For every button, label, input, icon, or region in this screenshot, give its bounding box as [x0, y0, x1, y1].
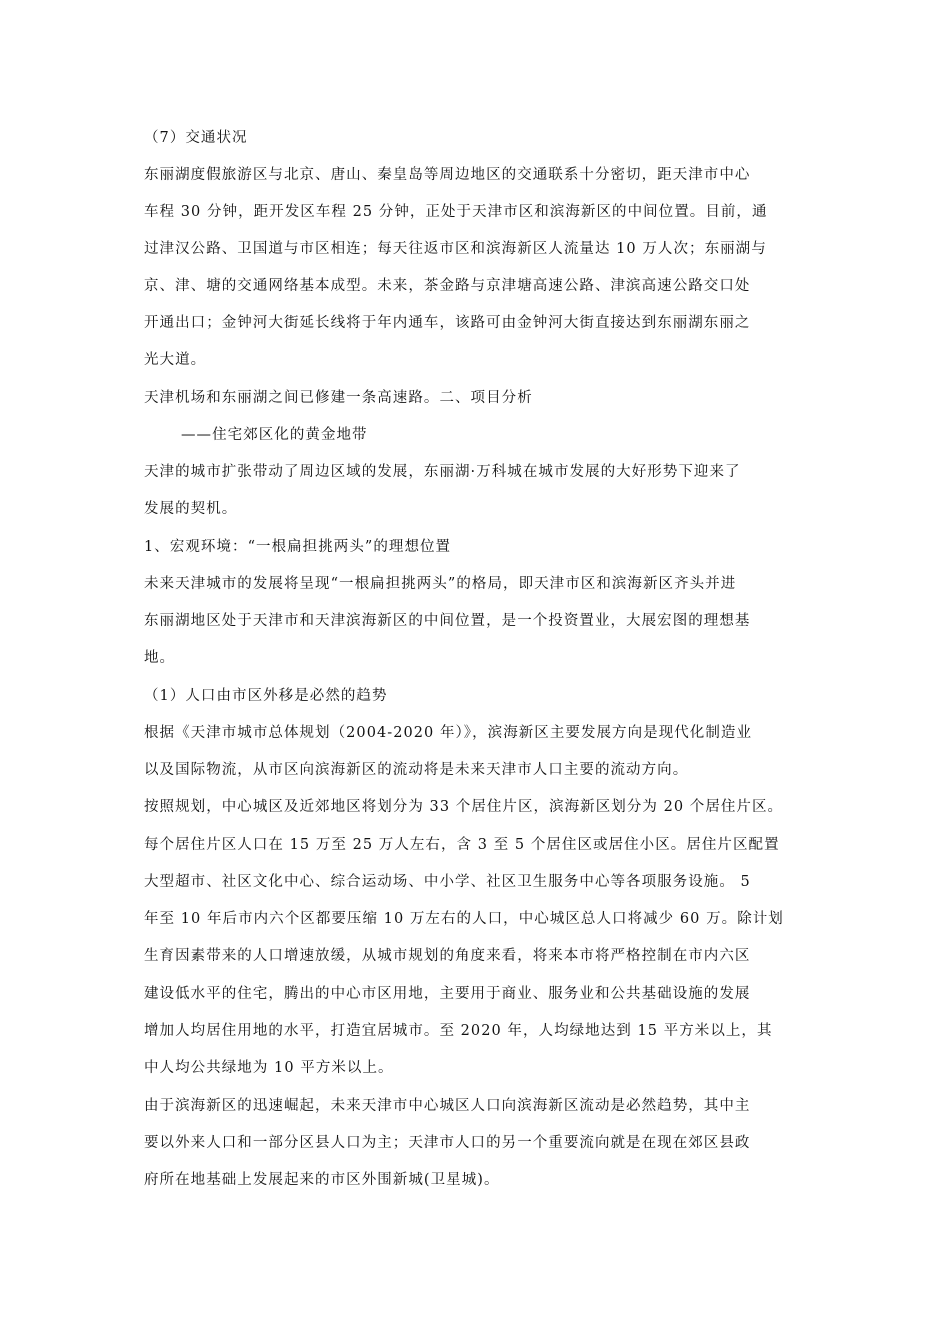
paragraph-line: 年至 10 年后市内六个区都要压缩 10 万左右的人口，中心城区总人口将减少 60 万。除计划 [144, 911, 784, 927]
paragraph-line: 京、津、塘的交通网络基本成型。未来，茶金路与京津塘高速公路、津滨高速公路交口处 [144, 278, 751, 294]
paragraph-line: 天津的城市扩张带动了周边区域的发展，东丽湖·万科城在城市发展的大好形势下迎来了 [144, 464, 741, 480]
paragraph-line: 增加人均居住用地的水平，打造宜居城市。至 2020 年，人均绿地达到 15 平方米以上，其 [144, 1023, 773, 1039]
paragraph-line: 中人均公共绿地为 10 平方米以上。 [144, 1060, 394, 1076]
paragraph-line: 发展的契机。 [144, 501, 238, 517]
paragraph-line: 由于滨海新区的迅速崛起，未来天津市中心城区人口向滨海新区流动是必然趋势，其中主 [144, 1098, 751, 1114]
paragraph-line: 开通出口；金钟河大街延长线将于年内通车，该路可由金钟河大街直接达到东丽湖东丽之 [144, 315, 751, 331]
paragraph-line: 天津机场和东丽湖之间已修建一条高速路。二、项目分析 [144, 390, 533, 406]
section-heading-traffic: （7）交通状况 [144, 130, 248, 146]
paragraph-line: 地。 [144, 650, 176, 666]
paragraph-line: 大型超市、社区文化中心、综合运动场、中小学、社区卫生服务中心等各项服务设施。 5 [144, 874, 751, 890]
paragraph-line: 生育因素带来的人口增速放缓，从城市规划的角度来看，将来本市将严格控制在市内六区 [144, 948, 751, 964]
paragraph-line: 每个居住片区人口在 15 万至 25 万人左右，含 3 至 5 个居住区或居住小区。居住片区配置 [144, 837, 780, 853]
section-heading-macro: 1、宏观环境：“一根扁担挑两头”的理想位置 [144, 539, 452, 555]
paragraph-line: 东丽湖地区处于天津市和天津滨海新区的中间位置，是一个投资置业，大展宏图的理想基 [144, 613, 751, 629]
paragraph-line: 车程 30 分钟，距开发区车程 25 分钟，正处于天津市区和滨海新区的中间位置。目前，通 [144, 204, 768, 220]
paragraph-line: 要以外来人口和一部分区县人口为主；天津市人口的另一个重要流向就是在现在郊区县政 [144, 1135, 751, 1151]
paragraph-line: 东丽湖度假旅游区与北京、唐山、秦皇岛等周边地区的交通联系十分密切，距天津市中心 [144, 167, 751, 183]
paragraph-line: 府所在地基础上发展起来的市区外围新城(卫星城)。 [144, 1172, 500, 1188]
paragraph-line: 以及国际物流，从市区向滨海新区的流动将是未来天津市人口主要的流动方向。 [144, 762, 689, 778]
paragraph-line: 建设低水平的住宅，腾出的中心市区用地，主要用于商业、服务业和公共基础设施的发展 [144, 986, 751, 1002]
paragraph-line: 根据《天津市城市总体规划（2004-2020 年）》，滨海新区主要发展方向是现代化制造业 [144, 725, 753, 741]
paragraph-line: 光大道。 [144, 352, 207, 368]
paragraph-line: 过津汉公路、卫国道与市区相连；每天往返市区和滨海新区人流量达 10 万人次；东丽湖与 [144, 241, 767, 257]
paragraph-line: 未来天津城市的发展将呈现“一根扁担挑两头”的格局，即天津市区和滨海新区齐头并进 [144, 576, 737, 592]
subtitle-line: ——住宅郊区化的黄金地带 [181, 427, 368, 443]
section-heading-population: （1）人口由市区外移是必然的趋势 [144, 688, 388, 704]
paragraph-line: 按照规划，中心城区及近郊地区将划分为 33 个居住片区，滨海新区划分为 20 个居住片区。 [144, 799, 784, 815]
